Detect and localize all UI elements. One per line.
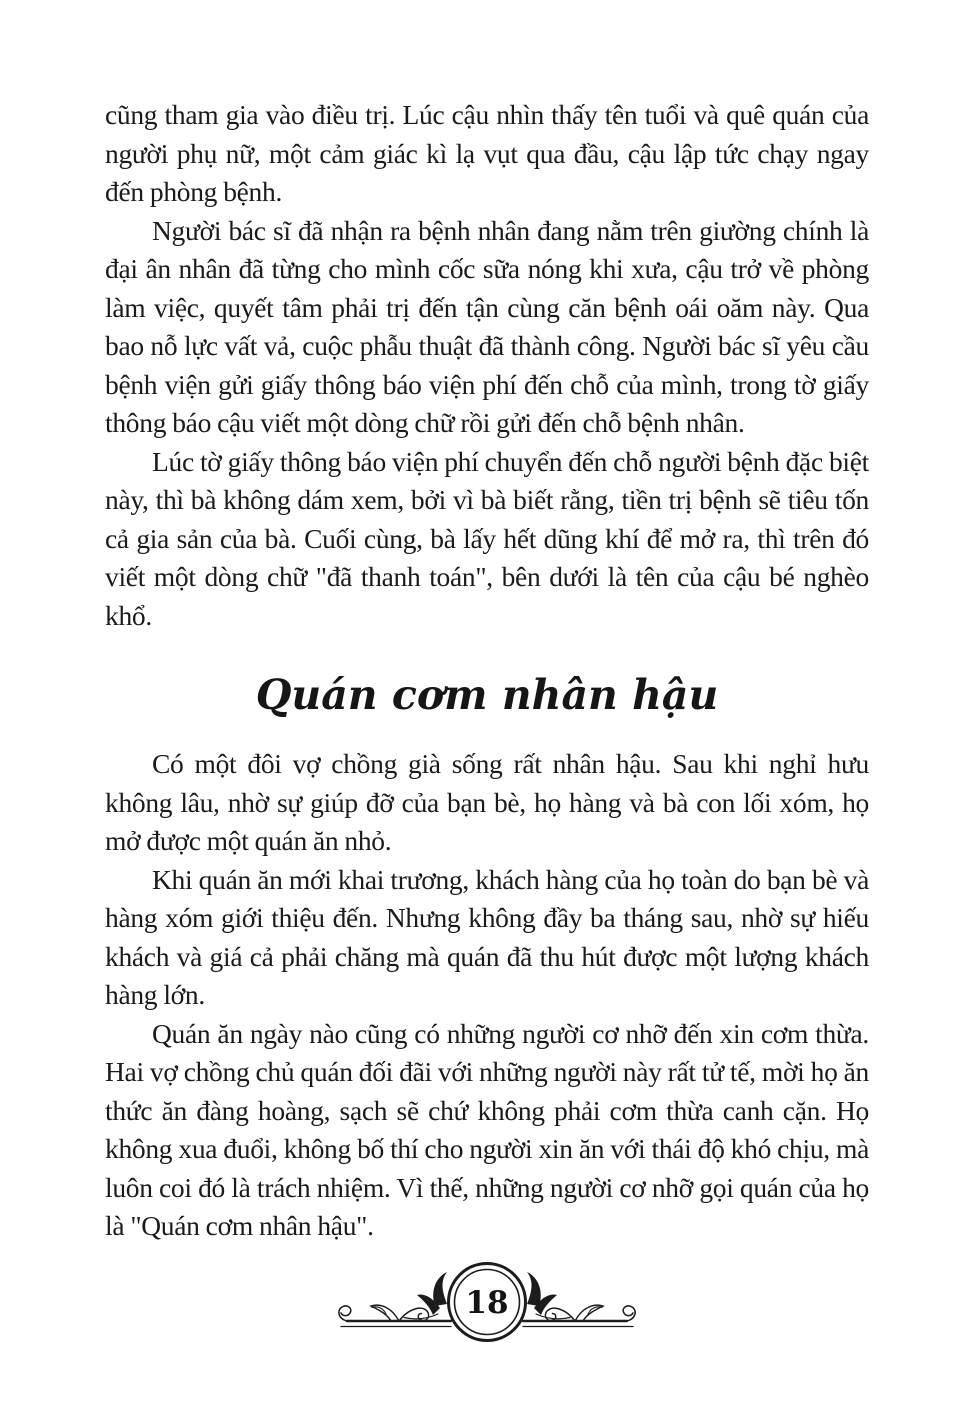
section-title: Quán cơm nhân hậu [255,671,719,719]
intro-text-block [105,96,869,635]
body-paragraph: cũng tham gia vào điều trị. Lúc cậu nhìn thấy tên tuổi và quê quán của người phụ nữ, một cảm giác kì lạ vụt qua đầu, cậu lập tức chạy ngay đến phòng bệnh. [105,99,869,207]
page-footer [105,1258,869,1359]
body-paragraph: Người bác sĩ đã nhận ra bệnh nhân đang nằm trên giường chính là đại ân nhân đã từng cho mình cốc sữa nóng khi xưa, cậu trở về phòng làm việc, quyết tâm phải trị đến tận cùng căn bệnh oái oăm này. Qua bao nỗ lực vất vả, cuộc phẫu thuật đã thành công. Người bác sĩ yêu cầu bệnh viện gửi giấy thông báo viện phí đến chỗ của mình, trong tờ giấy thông báo cậu viết một dòng chữ rồi gửi đến chỗ bệnh nhân. [105,214,869,438]
flourish-divider-icon [337,1258,637,1354]
section-text-block [105,745,869,1246]
page-number: 18 [465,1284,509,1321]
body-paragraph: Lúc tờ giấy thông báo viện phí chuyển đến chỗ người bệnh đặc biệt này, thì bà không dám xem, bởi vì bà biết rằng, tiền trị bệnh sẽ tiêu tốn cả gia sản của bà. Cuối cùng, bà lấy hết dũng khí để mở ra, thì trên đó viết một dòng chữ "đã thanh toán", bên dưới là tên của cậu bé nghèo khổ. [105,445,869,631]
body-paragraph: Quán ăn ngày nào cũng có những người cơ nhỡ đến xin cơm thừa. Hai vợ chồng chủ quán đối đãi với những người này rất tử tế, mời họ ăn thức ăn đàng hoàng, sạch sẽ chứ không phải cơm thừa canh cặn. Họ không xua đuổi, không bố thí cho người xin ăn với thái độ khó chịu, mà luôn coi đó là trách nhiệm. Vì thế, những người cơ nhỡ gọi quán của họ là "Quán cơm nhân hậu". [105,1017,869,1241]
body-paragraph: Khi quán ăn mới khai trương, khách hàng của họ toàn do bạn bè và hàng xóm giới thiệu đến. Nhưng không đầy ba tháng sau, nhờ sự hiếu khách và giá cả phải chăng mà quán đã thu hút được một lượng khách hàng lớn. [105,863,869,1010]
body-paragraph: Có một đôi vợ chồng già sống rất nhân hậu. Sau khi nghỉ hưu không lâu, nhờ sự giúp đỡ của bạn bè, họ hàng và bà con lối xóm, họ mở được một quán ăn nhỏ. [105,748,869,856]
